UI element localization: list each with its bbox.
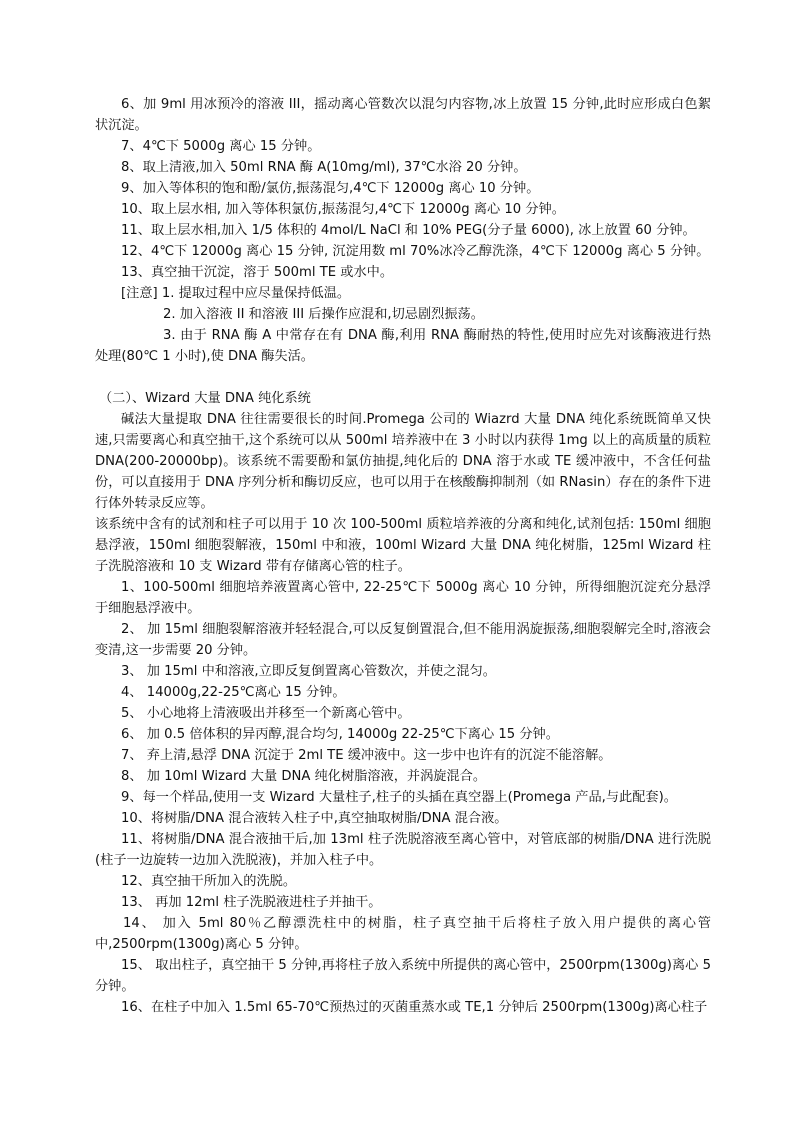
wizard-step-9: 9、每一个样品,使用一支 Wizard 大量柱子,柱子的头插在真空器上(Promega 产品,与此配套)。 (121, 790, 677, 805)
wizard-step-11: 11、将树脂/DNA 混合液抽干后,加 13ml 柱子洗脱溶液至离心管中，对管底部的树脂/DNA 进行洗脱(柱子一边旋转一边加入洗脱液)，并加入柱子中。 (95, 832, 711, 868)
intro-paragraph: 碱法大量提取 DNA 往往需要很长的时间.Promega 公司的 Wiazrd 大量 DNA 纯化系统既简单又快速,只需要离心和真空抽干,这个系统可以从 500ml 培养液中在 3 小时以内获得 1mg 以上的高质量的质粒 DNA(200-20000bp)。该系统不需要酚和氯仿抽提,纯化后的 DNA 溶于水或 TE 缓冲液中，不含任何盐份，可以直接用于 DNA 序列分析和酶切反应，也可以用于在核酸酶抑制剂（如 RNasin）存在的条件下进行体外转录反应等。 (95, 412, 711, 511)
note-item-3: 3. 由于 RNA 酶 A 中常存在有 DNA 酶,利用 RNA 酶耐热的特性,使用时应先对该酶液进行热处理(80℃ 1 小时),使 DNA 酶失活。 (95, 328, 711, 364)
step-8-paragraph: 8、取上清液,加入 50ml RNA 酶 A(10mg/ml), 37℃水浴 20 分钟。 (121, 160, 527, 175)
step-10-paragraph: 10、取上层水相, 加入等体积氯仿,振荡混匀,4℃下 12000g 离心 10 分钟。 (121, 202, 565, 217)
wizard-step-12: 12、真空抽干所加入的洗脱。 (121, 874, 297, 889)
wizard-step-16: 16、在柱子中加入 1.5ml 65-70℃预热过的灭菌重蒸水或 TE,1 分钟后 2500rpm(1300g)离心柱子 (121, 1000, 708, 1015)
wizard-step-5: 5、 小心地将上清液吸出并移至一个新离心管中。 (121, 706, 411, 721)
step-6-paragraph: 6、加 9ml 用冰预冷的溶液 III，摇动离心管数次以混匀内容物,冰上放置 15 分钟,此时应形成白色絮状沉淀。 (95, 97, 711, 133)
document-body (95, 94, 711, 1018)
wizard-step-3: 3、 加 15ml 中和溶液,立即反复倒置离心管数次，并使之混匀。 (121, 664, 496, 679)
wizard-step-15: 15、 取出柱子，真空抽干 5 分钟,再将柱子放入系统中所提供的离心管中，2500rpm(1300g)离心 5 分钟。 (95, 958, 711, 994)
step-11-paragraph: 11、取上层水相,加入 1/5 体积的 4mol/L NaCl 和 10% PEG(分子量 6000), 冰上放置 60 分钟。 (121, 223, 696, 238)
step-12-paragraph: 12、4℃下 12000g 离心 15 分钟, 沉淀用数 ml 70%冰冷乙醇洗涤，4℃下 12000g 离心 5 分钟。 (121, 244, 710, 259)
wizard-step-4: 4、 14000g,22-25℃离心 15 分钟。 (121, 685, 346, 700)
step-9-paragraph: 9、加入等体积的饱和酚/氯仿,振荡混匀,4℃下 12000g 离心 10 分钟。 (121, 181, 540, 196)
section-title: （二）、Wizard 大量 DNA 纯化系统 (99, 391, 311, 406)
wizard-step-8: 8、 加 10ml Wizard 大量 DNA 纯化树脂溶液，并涡旋混合。 (121, 769, 487, 784)
wizard-step-6: 6、 加 0.5 倍体积的异丙醇,混合均匀, 14000g 22-25℃下离心 15 分钟。 (121, 727, 559, 742)
reagents-paragraph: 该系统中含有的试剂和柱子可以用于 10 次 100-500ml 质粒培养液的分离和纯化,试剂包括: 150ml 细胞悬浮液，150ml 细胞裂解液，150ml 中和液，100ml Wizard 大量 DNA 纯化树脂，125ml Wizard 柱子洗脱溶液和 10 支 Wizard 带有存储离心管的柱子。 (95, 517, 711, 574)
step-13-paragraph: 13、真空抽干沉淀，溶于 500ml TE 或水中。 (121, 265, 394, 280)
note-item-2: 2. 加入溶液 II 和溶液 III 后操作应混和,切忌剧烈振荡。 (163, 307, 484, 322)
wizard-step-1: 1、100-500ml 细胞培养液置离心管中, 22-25℃下 5000g 离心 10 分钟，所得细胞沉淀充分悬浮于细胞悬浮液中。 (95, 580, 711, 616)
wizard-step-14: 14、 加入 5ml 80％乙醇漂洗柱中的树脂，柱子真空抽干后将柱子放入用户提供的离心管中,2500rpm(1300g)离心 5 分钟。 (95, 916, 711, 952)
step-7-paragraph: 7、4℃下 5000g 离心 15 分钟。 (121, 139, 321, 154)
wizard-step-10: 10、将树脂/DNA 混合液转入柱子中,真空抽取树脂/DNA 混合液。 (121, 811, 508, 826)
wizard-step-2: 2、 加 15ml 细胞裂解溶液并轻轻混合,可以反复倒置混合,但不能用涡旋振荡,细胞裂解完全时,溶液会变清,这一步需要 20 分钟。 (95, 622, 711, 658)
note-heading: [注意] 1. 提取过程中应尽量保持低温。 (121, 286, 351, 301)
wizard-step-13: 13、 再加 12ml 柱子洗脱液进柱子并抽干。 (121, 895, 382, 910)
wizard-step-7: 7、 弃上清,悬浮 DNA 沉淀于 2ml TE 缓冲液中。这一步中也许有的沉淀不能溶解。 (121, 748, 612, 763)
